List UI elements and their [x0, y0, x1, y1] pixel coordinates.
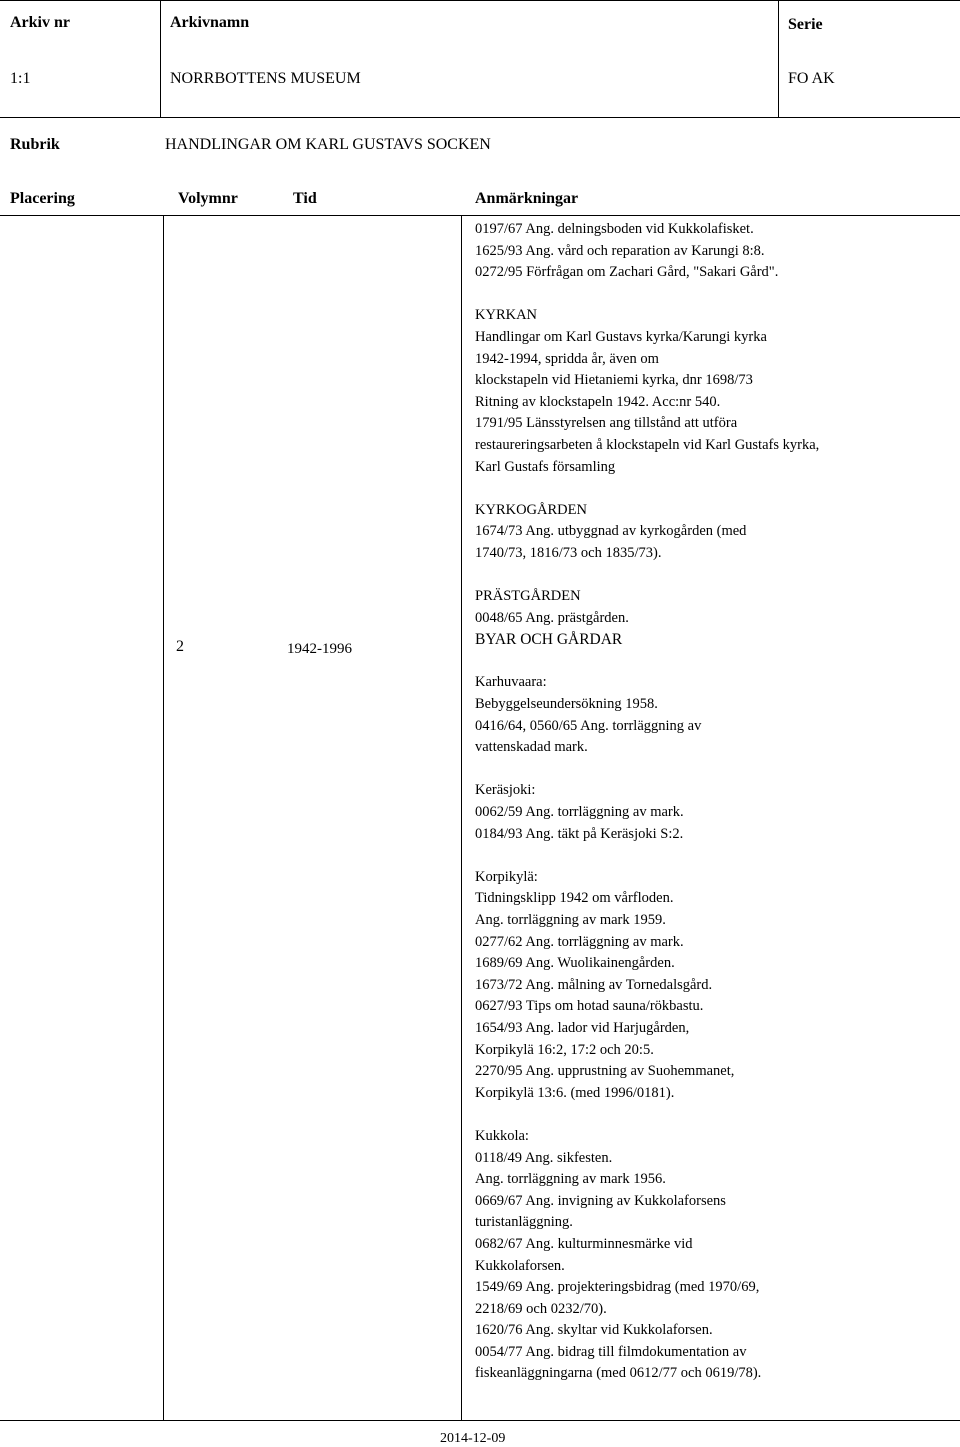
column-divider-1 — [163, 215, 164, 1420]
note-line: Kukkola: — [475, 1127, 529, 1144]
note-spacer — [475, 284, 955, 306]
tid-column-header: Tid — [293, 190, 317, 207]
note-line: 0416/64, 0560/65 Ang. torrläggning av — [475, 717, 702, 734]
note-line: 0627/93 Tips om hotad sauna/rökbastu. — [475, 998, 704, 1015]
header-divider-1 — [160, 0, 161, 117]
note-line: 0682/67 Ang. kulturminnesmärke vid — [475, 1235, 693, 1252]
note-section-heading: BYAR OCH GÅRDAR — [475, 631, 623, 649]
note-line: fiskeanläggningarna (med 0612/77 och 0619/78). — [475, 1365, 762, 1382]
anmarkningar-notes — [475, 219, 955, 1385]
note-line: Ang. torrläggning av mark 1956. — [475, 1171, 666, 1188]
header-bottom-border — [0, 117, 960, 118]
serie-label: Serie — [788, 16, 823, 33]
rubrik-value: HANDLINGAR OM KARL GUSTAVS SOCKEN — [165, 136, 491, 153]
volymnr-column-header: Volymnr — [178, 190, 238, 207]
serie-value: FO AK — [788, 70, 835, 87]
footer-date: 2014-12-09 — [440, 1431, 506, 1446]
note-line: Handlingar om Karl Gustavs kyrka/Karungi kyrka — [475, 328, 767, 345]
note-spacer — [475, 565, 955, 587]
rubrik-label: Rubrik — [10, 136, 60, 153]
note-line: Kukkolaforsen. — [475, 1257, 565, 1274]
tid-value: 1942-1996 — [287, 641, 352, 657]
note-line: 1740/73, 1816/73 och 1835/73). — [475, 544, 662, 561]
note-spacer — [475, 1104, 955, 1126]
note-line: Ang. torrläggning av mark 1959. — [475, 912, 666, 928]
anmarkningar-column-header: Anmärkningar — [475, 190, 579, 207]
note-line: Karhuvaara: — [475, 674, 547, 691]
header-divider-2 — [778, 0, 779, 117]
note-line: vattenskadad mark. — [475, 739, 588, 756]
table-top-border — [0, 215, 960, 216]
column-divider-2 — [461, 215, 462, 1420]
note-spacer — [475, 845, 955, 867]
note-line: 1673/72 Ang. målning av Tornedalsgård. — [475, 976, 713, 993]
note-line: 0272/95 Förfrågan om Zachari Gård, "Sakari Gård". — [475, 264, 779, 281]
note-line: 1689/69 Ang. Wuolikainengården. — [475, 955, 675, 972]
note-line: 0197/67 Ang. delningsboden vid Kukkolafisket. — [475, 221, 754, 237]
note-line: Ritning av klockstapeln 1942. Acc:nr 540. — [475, 393, 721, 410]
note-line: 0062/59 Ang. torrläggning av mark. — [475, 804, 684, 821]
note-line: 0054/77 Ang. bidrag till filmdokumentation av — [475, 1343, 747, 1360]
note-line: Korpikylä: — [475, 868, 538, 885]
note-line: 0118/49 Ang. sikfesten. — [475, 1149, 613, 1166]
table-bottom-border — [0, 1420, 960, 1421]
note-line: Bebyggelseundersökning 1958. — [475, 696, 658, 713]
note-line: KYRKAN — [475, 307, 538, 324]
note-line: 1791/95 Länsstyrelsen ang tillstånd att utföra — [475, 415, 738, 432]
note-line: 1654/93 Ang. lador vid Harjugården, — [475, 1019, 690, 1036]
note-line: 0184/93 Ang. täkt på Keräsjoki S:2. — [475, 825, 684, 842]
note-spacer — [475, 759, 955, 781]
note-line: 2270/95 Ang. upprustning av Suohemmanet, — [475, 1063, 735, 1080]
note-line: 1549/69 Ang. projekteringsbidrag (med 1970/69, — [475, 1279, 760, 1296]
note-line: Tidningsklipp 1942 om vårfloden. — [475, 890, 674, 907]
note-line: turistanläggning. — [475, 1214, 573, 1231]
note-line: restaureringsarbeten å klockstapeln vid Karl Gustafs kyrka, — [475, 436, 820, 453]
note-line: 1625/93 Ang. vård och reparation av Karungi 8:8. — [475, 242, 765, 259]
note-line: Korpikylä 13:6. (med 1996/0181). — [475, 1084, 675, 1101]
note-line: 1620/76 Ang. skyltar vid Kukkolaforsen. — [475, 1322, 713, 1339]
arkiv-nr-value: 1:1 — [10, 70, 31, 87]
note-line: PRÄSTGÅRDEN — [475, 588, 581, 605]
note-line: klockstapeln vid Hietaniemi kyrka, dnr 1698/73 — [475, 372, 753, 389]
arkivnamn-label: Arkivnamn — [170, 14, 250, 31]
placering-column-header: Placering — [10, 190, 75, 207]
note-line: 0048/65 Ang. prästgården. — [475, 609, 629, 626]
note-line: Keräsjoki: — [475, 782, 536, 799]
note-spacer — [475, 651, 955, 673]
note-line: 2218/69 och 0232/70). — [475, 1300, 607, 1317]
top-border — [0, 0, 960, 1]
arkivnamn-value: NORRBOTTENS MUSEUM — [170, 70, 361, 87]
arkiv-nr-label: Arkiv nr — [10, 14, 70, 31]
note-line: Korpikylä 16:2, 17:2 och 20:5. — [475, 1041, 654, 1058]
note-line: 0277/62 Ang. torrläggning av mark. — [475, 933, 684, 950]
volymnr-value: 2 — [176, 638, 184, 655]
note-spacer — [475, 478, 955, 500]
note-line: 0669/67 Ang. invigning av Kukkolaforsens — [475, 1192, 726, 1209]
note-line: 1674/73 Ang. utbyggnad av kyrkogården (med — [475, 523, 747, 540]
note-line: 1942-1994, spridda år, även om — [475, 350, 659, 367]
note-line: Karl Gustafs församling — [475, 458, 616, 475]
note-line: KYRKOGÅRDEN — [475, 501, 587, 518]
